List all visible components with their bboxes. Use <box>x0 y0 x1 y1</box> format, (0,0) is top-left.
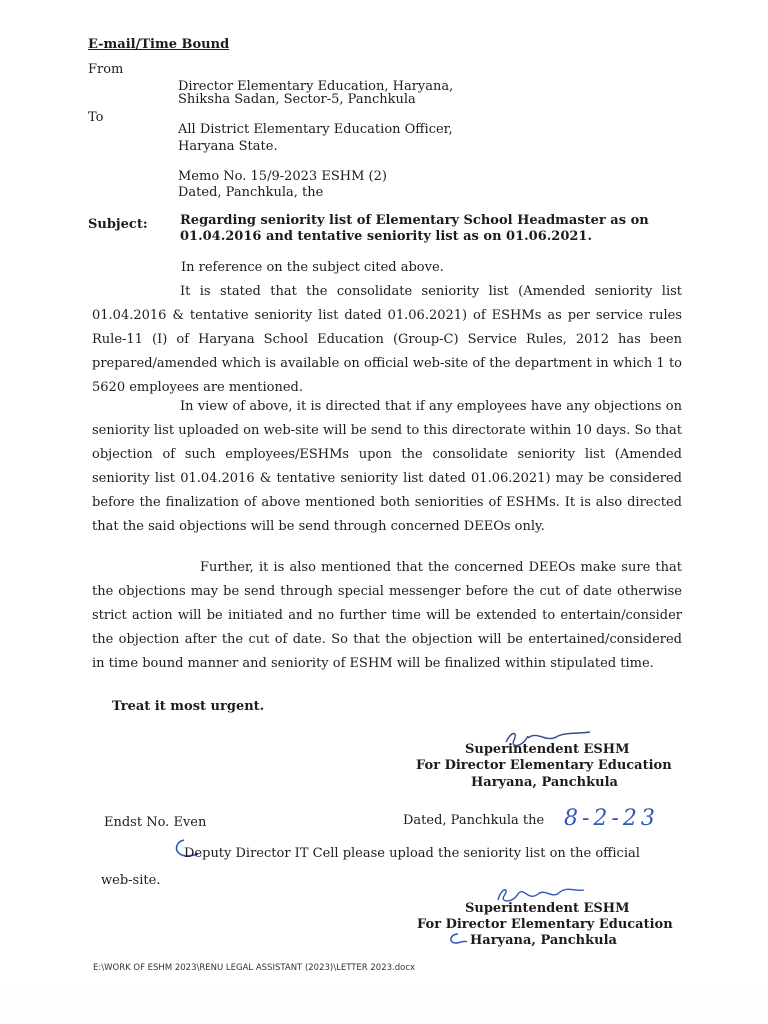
from-line-2: Shiksha Sadan, Sector-5, Panchkula <box>178 92 416 107</box>
signature-2-place: Haryana, Panchkula <box>470 933 617 948</box>
to-line-2: Haryana State. <box>178 139 278 154</box>
paragraph-1: It is stated that the consolidate seniority list (Amended seniority list 01.04.2016 & tentative seniority list dated 01.06.2021) of ESHMs as per service rules Rule-11 (I) of Haryana School Education (Group-C) Service Rules, 2012 has been prepared/amended which is available on official web-site of the department in which 1 to 5620 employees are mentioned. <box>92 284 682 395</box>
subject-line-1: Regarding seniority list of Elementary School Headmaster as on <box>180 213 649 228</box>
memo-number: Memo No. 15/9-2023 ESHM (2) <box>178 169 387 184</box>
memo-dated: Dated, Panchkula, the <box>178 185 324 200</box>
footer-file-path: E:\WORK OF ESHM 2023\RENU LEGAL ASSISTANT (2023)\LETTER 2023.docx <box>93 963 416 973</box>
signature-1-for: For Director Elementary Education <box>416 758 672 773</box>
paragraph-3: Further, it is also mentioned that the concerned DEEOs make sure that the objections may be send through special messenger before the cut of date otherwise strict action will be initiated and no further time will be extended to entertain/consider the objection after the cut of date. So that the objection will be entertained/considered in time bound manner and seniority of ESHM will be finalized within stipulated time. <box>92 560 682 671</box>
from-label: From <box>88 62 124 77</box>
initial-scribble <box>446 931 468 947</box>
reference-line: In reference on the subject cited above. <box>181 260 444 275</box>
subject-line-2: 01.04.2016 and tentative seniority list as on 01.06.2021. <box>180 229 592 244</box>
from-line-1: Director Elementary Education, Haryana, <box>178 79 454 94</box>
paragraph-2: In view of above, it is directed that if any employees have any objections on seniority list uploaded on web-site will be send to this directorate within 10 days. So that objection of such employees/ESHMs upon the consolidate seniority list (Amended seniority list 01.04.2016 & tentative seniority list dated 01.06.2021) may be considered before the finalization of above mentioned both seniorities of ESHMs. It is also directed that the said objections will be send through concerned DEEOs only. <box>92 399 682 534</box>
to-line-1: All District Elementary Education Officer, <box>178 122 453 137</box>
signature-1-place: Haryana, Panchkula <box>471 775 618 790</box>
mode-heading: E-mail/Time Bound <box>88 37 230 52</box>
endorsement-dated: Dated, Panchkula the <box>403 813 545 828</box>
scan-bottom-margin <box>0 990 768 1024</box>
subject-label: Subject: <box>88 217 148 232</box>
endorsement-number: Endst No. Even <box>104 815 207 830</box>
signature-2-for: For Director Elementary Education <box>417 917 673 932</box>
signature-1-title: Superintendent ESHM <box>465 742 630 757</box>
signature-2-title: Superintendent ESHM <box>465 901 630 916</box>
endorsement-instruction-1: Deputy Director IT Cell please upload the seniority list on the official <box>184 846 640 861</box>
to-label: To <box>88 110 104 125</box>
endorsement-instruction-2: web-site. <box>101 873 161 888</box>
urgent-note: Treat it most urgent. <box>112 699 265 714</box>
handwritten-date: 8-2-23 <box>564 806 659 831</box>
